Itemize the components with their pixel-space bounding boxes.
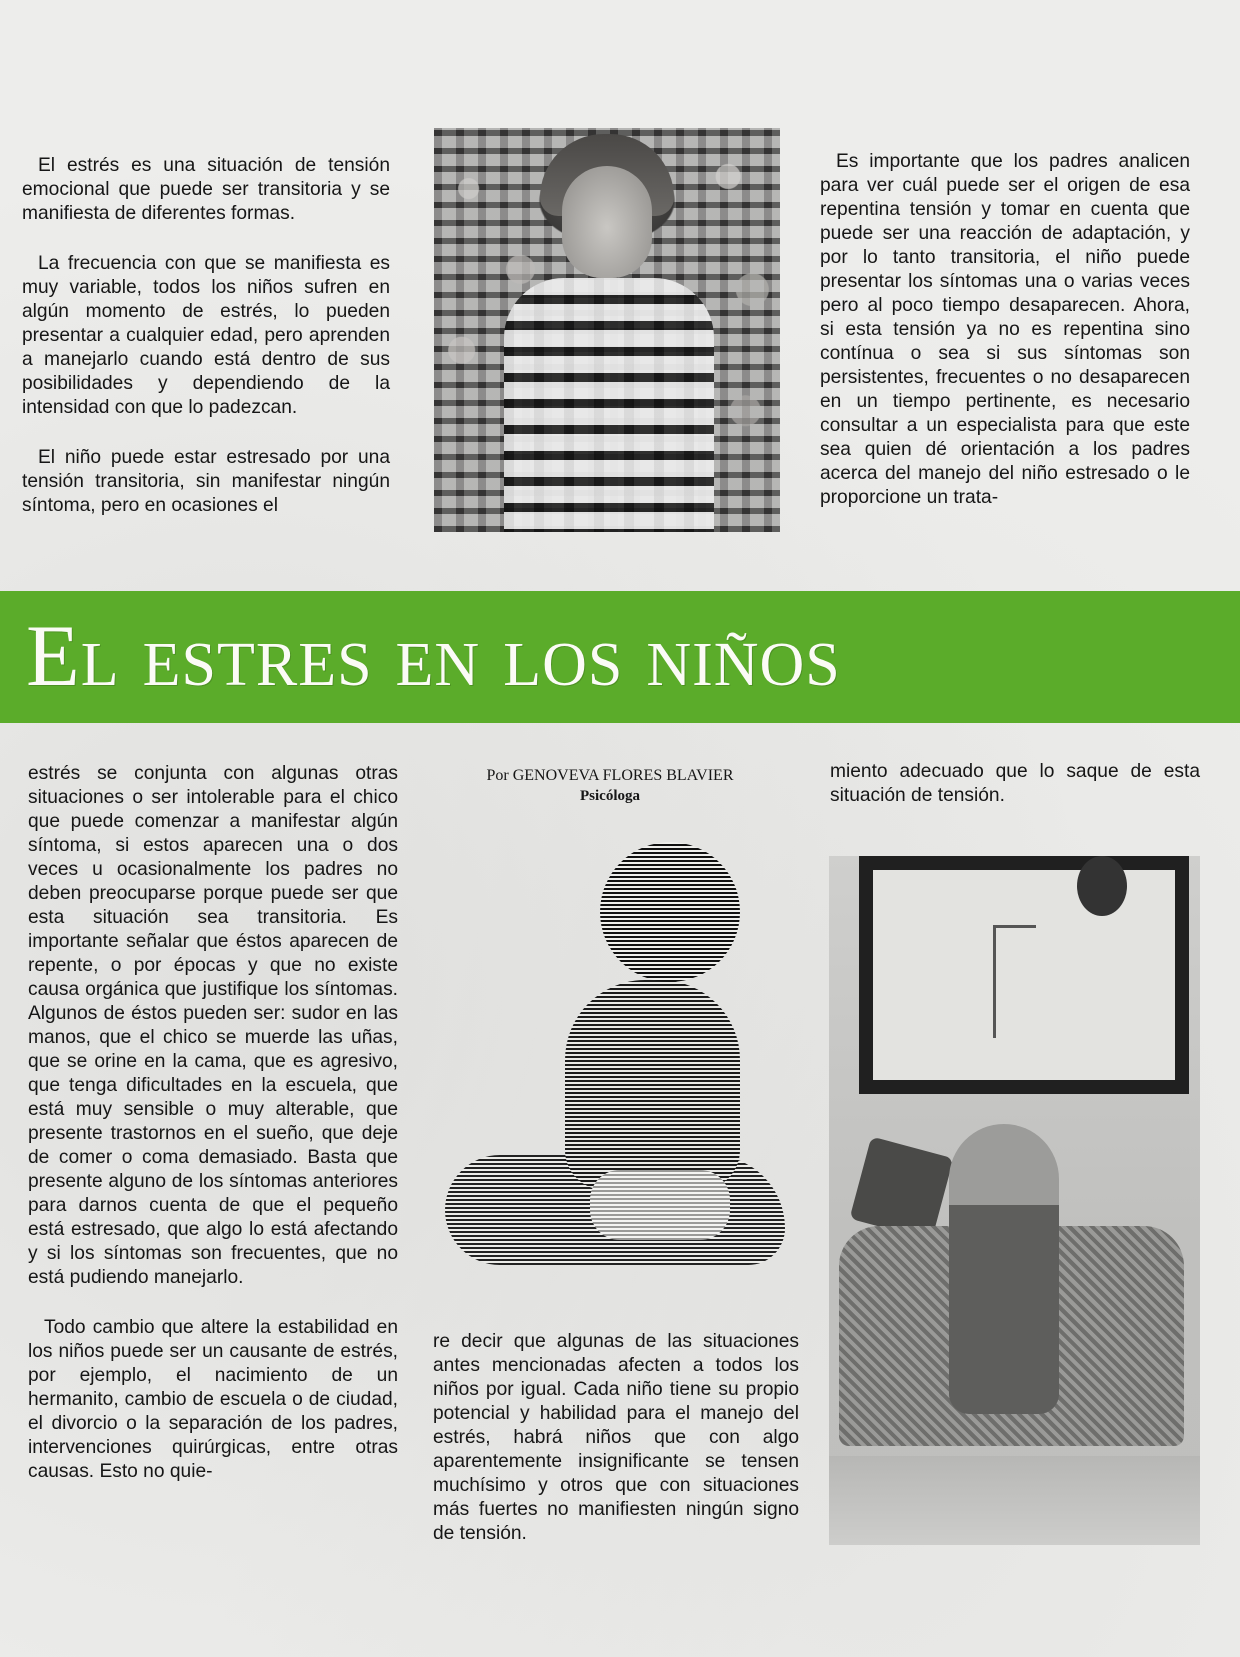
byline-author: Por GENOVEVA FLORES BLAVIER xyxy=(486,767,734,784)
article-title: El estres en los niños xyxy=(26,608,841,705)
column-bottom-left xyxy=(28,762,398,1510)
paragraph: La frecuencia con que se manifiesta es muy variable, todos los niños sufren en algún momento de estrés, lo pueden presentar a cualquier edad, pero aprenden a manejarlo cuando está dentro de sus posibilidades y dependiendo de la intensidad con que lo padezcan. xyxy=(22,253,390,418)
photo-baby-diaper xyxy=(590,1170,730,1240)
column-top-right xyxy=(820,150,1190,536)
photo-baby-head xyxy=(600,842,740,982)
photo-frame-artwork xyxy=(993,925,1036,1038)
photo-child-on-sofa xyxy=(829,856,1200,1545)
paragraph: El niño puede estar estresado por una tensión transitoria, sin manifestar ningún síntoma, pero en ocasiones el xyxy=(22,447,390,516)
photo-pillow xyxy=(849,1136,953,1240)
photo-boy-shirt xyxy=(504,278,714,532)
photo-floor xyxy=(829,1456,1200,1545)
column-top-left xyxy=(22,154,390,544)
paragraph: miento adecuado que lo saque de esta situación de tensión. xyxy=(830,761,1200,806)
photo-hanging-plant xyxy=(1077,856,1127,916)
paragraph: re decir que algunas de las situaciones antes mencionadas afecten a todos los niños por igual. Cada niño tiene su propio potencial y habilidad para el manejo del estrés, habrá niños que con algo aparentemente insignificante se tensen muchísimo y otros que con situaciones más fuertes no manifiesten ningún signo de tensión. xyxy=(433,1331,799,1544)
photo-baby-sitting xyxy=(440,830,800,1310)
photo-picture-frame xyxy=(859,856,1189,1094)
column-bottom-middle xyxy=(433,1330,799,1572)
column-bottom-right xyxy=(830,760,1200,834)
byline-role: Psicóloga xyxy=(580,788,640,804)
photo-boy-face xyxy=(562,166,652,278)
photo-child xyxy=(949,1124,1059,1414)
title-banner xyxy=(0,591,1240,723)
paragraph: Todo cambio que altere la estabilidad en los niños puede ser un causante de estrés, por ejemplo, el nacimiento de un hermanito, cambio de escuela o de ciudad, el divorcio o la separación de los padres, intervenciones quirúrgicas, entre otras causas. Esto no quie- xyxy=(28,1317,398,1482)
photo-baby-body xyxy=(565,980,740,1190)
paragraph: estrés se conjunta con algunas otras situaciones o ser intolerable para el chico que puede comenzar a manifestar algún síntoma, si estos aparecen una o dos veces u ocasionalmente los padres no deben preocuparse porque puede ser que esta situación sea transitoria. Es importante señalar que éstos aparecen de repente, o por épocas y que no existe causa orgánica que justifique los síntomas. Algunos de éstos pueden ser: sudor en las manos, que el chico se muerde las uñas, que se orine en la cama, que es agresivo, que tenga dificultades en la escuela, que está muy sensible o muy alterable, que presente trastornos en el sueño, que deje de comer o coma demasiado. Basta que presente alguno de los síntomas anteriores para darnos cuenta de que el pequeño está estresado, que algo lo está afectando y si los síntomas son frecuentes, que no está pudiendo manejarlo. xyxy=(28,763,398,1288)
photo-boy-plaid-shirt xyxy=(434,128,780,532)
byline xyxy=(440,765,780,807)
paragraph: El estrés es una situación de tensión emocional que puede ser transitoria y se manifiesta de diferentes formas. xyxy=(22,155,390,224)
paragraph: Es importante que los padres analicen para ver cuál puede ser el origen de esa repentina tensión y tomar en cuenta que puede ser una reacción de adaptación, y por lo tanto transitoria, el niño puede presentar los síntomas una o varias veces pero al poco tiempo desaparecen. Ahora, si esta tensión ya no es repentina sino contínua o sea si sus síntomas son persistentes, frecuentes o no desaparecen en un tiempo pertinente, es necesario consultar a un especialista para que este sea quien dé orientación a los padres acerca del manejo del niño estresado o le proporcione un trata- xyxy=(820,151,1190,508)
